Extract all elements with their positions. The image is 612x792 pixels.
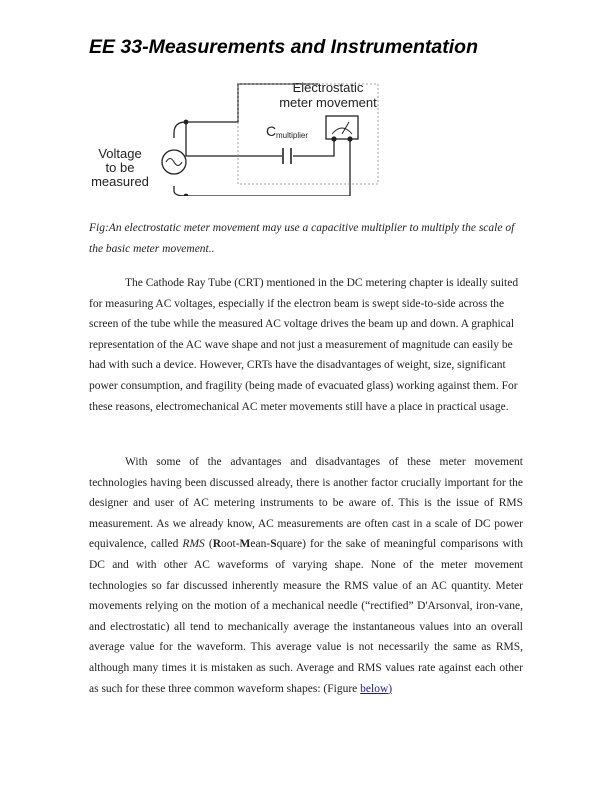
- rms-acronym-r: R: [212, 538, 222, 551]
- page-title: EE 33-Measurements and Instrumentation: [89, 36, 479, 58]
- rms-acronym-ean: ean-: [250, 538, 271, 551]
- rms-term-italic: RMS: [182, 538, 205, 551]
- meter-symbol: [326, 116, 358, 142]
- rms-text-part3: quare) for the sake of meaningful comparisons with DC and with other AC waveforms of varying shape. None of the meter movement technologies so far discussed inherently measure the RMS value of an AC quantity. Meter movements relying on the motion of a mechanical needle (“rectified” D'Arsonval, iron-vane, and electrostatic) all tend to mechanically average the instantaneous values into an overall average value for the waveform. This average value is not necessarily the same as RMS, although many times it is mistaken as such. Average and RMS values rate against each other as such for these three common waveform shapes: (Figure: [89, 538, 523, 695]
- rms-text-part2: (: [204, 538, 213, 551]
- rms-acronym-s: S: [270, 538, 277, 551]
- rms-text-part1: With some of the advantages and disadvantages of these meter movement technologies having been discussed already, there is another factor crucially important for the designer and user of AC metering instruments to be aware of. This is the issue of RMS measurement. As we already know, AC measurements are often cast in a scale of DC power equivalence, called: [89, 456, 523, 551]
- paragraph-rms: [89, 452, 523, 699]
- meter-label-line1: Electrostatic: [292, 80, 364, 95]
- capacitor-label: C: [266, 123, 277, 139]
- capacitor-label-subscript: multiplier: [276, 131, 309, 140]
- paragraph-crt: The Cathode Ray Tube (CRT) mentioned in the DC metering chapter is ideally suited for measuring AC voltages, especially if the electron beam is swept side-to-side across the screen of the tube while the measured AC voltage drives the beam up and down. A graphical representation of the AC wave shape and not just a measurement of magnitude can easily be had with such a device. However, CRTs have the disadvantages of weight, size, significant power consumption, and fragility (being made of evacuated glass) working against them. For these reasons, electromechanical AC meter movements still have a place in practical usage.: [89, 277, 519, 413]
- figure-caption: Fig:An electrostatic meter movement may use a capacitive multiplier to multiply the scale of the basic meter movement..: [89, 222, 515, 255]
- circuit-diagram: [88, 76, 388, 196]
- meter-label-line2: meter movement: [279, 95, 377, 110]
- voltage-label-line3: measured: [91, 174, 149, 189]
- voltage-label-line1: Voltage: [98, 146, 142, 161]
- voltage-label-line2: to be: [105, 160, 135, 175]
- rms-acronym-m: M: [239, 538, 251, 551]
- figure-below-link[interactable]: below): [360, 682, 393, 695]
- ac-source-symbol: [162, 120, 188, 196]
- capacitor-symbol: [283, 148, 291, 164]
- rms-acronym-oot: oot-: [221, 538, 240, 551]
